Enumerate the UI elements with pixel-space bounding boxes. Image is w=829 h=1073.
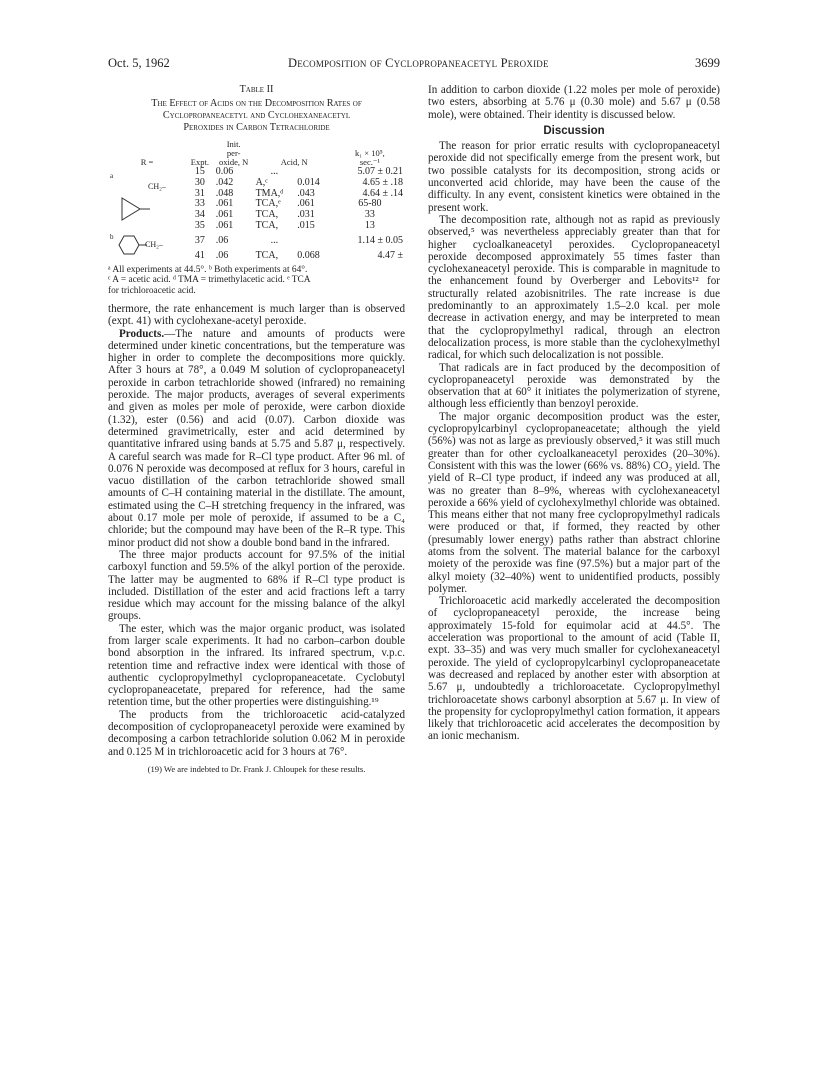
paragraph-trichloroacetic: Trichloroacetic acid markedly accelerated the decomposition of cyclopropaneacetyl peroxide, the increase being approximately 15-fold for equimolar acid at 44.5°. The acceleration was proportional to the amount of acid (Table II, expt. 33–35) and was very much smaller for cyclohexaneacetyl peroxide. The yield of cyclopropylcarbinyl cyclopropaneacetate was decreased and replaced by another ester with absorption at 5.67 μ, undoubtedly a trichloroacetate. Cyclopropylmethyl trichloroacetate shows carbonyl absorption at 5.67 μ. In view of the propensity for cyclopropylmethyl cation formation, it appears likely that trichloroacetic acid accelerates the decomposition by an ionic mechanism. xyxy=(428,595,720,743)
products-body: —The nature and amounts of products were determined under kinetic concentrations, but the temperature was higher in order to complete the decompositions more quickly. After 3 hours at 78°, a 0.049 M solution of cyclopropaneacetyl peroxide in carbon tetrachloride showed (infrared) no remaining peroxide. The major products, averages of several experiments and given as moles per mole of peroxide, were carbon dioxide (1.32), ester (0.56) and acid (0.07). Carbon dioxide was determined gravimetrically, ester and acid determined by quantitative infrared using bands at 5.75 and 5.87 μ, respectively. A careful search was made for R–Cl type product. After 96 ml. of 0.076 N peroxide was decomposed at reflux for 3 hours, careful in vacuo distillation of the carbon tetrachloride showed small amounts of C–H containing material in the distillate. The amount, estimated using the C–H stretching frequency in the infrared, was about 0.17 mole per mole of peroxide, if assumed to be a C₄ chloride; but the compound may have been of the R–R type. This minor product did not show a double bond band in the infrared. xyxy=(108,327,405,549)
cell-acid-conc: .061 xyxy=(297,198,315,210)
col-head-init-2: per- xyxy=(226,148,241,158)
cell-expt: 35 xyxy=(194,219,205,231)
cell-k: 4.64 ± .14 xyxy=(362,187,403,199)
paragraph-addition: In addition to carbon dioxide (1.22 moles per mole of peroxide) two esters, absorbing at 5.76 μ (0.30 mole) and 5.67 μ (0.58 mole), were obtained. Their identity is discussed below. xyxy=(428,84,720,121)
paragraph-products xyxy=(108,328,405,549)
cell-expt: 33 xyxy=(194,198,205,210)
structure-a-group: CH₂– xyxy=(148,182,166,191)
cell-k: 13 xyxy=(364,219,375,231)
cell-peroxide: .061 xyxy=(215,198,234,210)
discussion-heading: Discussion xyxy=(543,124,605,137)
cell-k: 33 xyxy=(364,209,375,221)
products-heading: Products. xyxy=(119,327,165,340)
paragraph-major-product: The major organic decomposition product was the ester, cyclopropylcarbinyl cyclopropaneacetate; although the yield (56%) was not as large as previously observed,⁵ it was still much greater than for other cycloalkaneacetyl peroxides (20–30%). Consistent with this was the lower (66% vs. 88%) CO₂ yield. The yield of R–Cl type product, if indeed any was produced at all, was no greater than 8–9%, whereas with cyclohexaneacetyl peroxide a 66% yield of cyclohexylmethyl chloride was obtained. This means either that not many free cyclopropylmethyl radicals were produced or that, if formed, they reacted by other (presumably lower energy) paths rather than abstract chlorine atoms from the solvent. The material balance for the carboxyl moiety of the peroxide was fine (97.5%) but a major part of the alkyl moiety (32–40%) went to unidentified products, possibly polymer. xyxy=(428,410,720,595)
table-footnote-3: for trichloroacetic acid. xyxy=(108,286,196,297)
cell-acid-conc: .015 xyxy=(297,219,315,231)
cell-acid: TMA,ᵈ xyxy=(255,187,284,199)
paragraph-radicals: That radicals are in fact produced by the decomposition of cyclopropaneacetyl peroxide was demonstrated by the observation that at 60° it initiates the polymerization of styrene, although less efficiently than benzoyl peroxide. xyxy=(428,361,720,411)
cell-k: 65-80 xyxy=(358,198,382,210)
cell-peroxide: .06 xyxy=(215,249,229,261)
cell-peroxide: 0.06 xyxy=(215,166,234,177)
paragraph-rate: The decomposition rate, although not as rapid as previously observed,⁵ was nevertheless appreciably greater than that for higher cycloalkaneacetyl peroxides. Cyclopropaneacetyl peroxide decomposed approximately 55 times faster than cyclohexaneacetyl peroxide. This is comparable in magnitude to the enhancement found by Overberger and Lebovits¹² for structurally related azobisnitriles. The rate increase is due predominantly to an approximately 1.5–2.0 kcal. per mole decrease in activation energy, and may be interpreted to mean that the cyclopropylmethyl radical, through an electron delocalization process, is more stable than the cyclohexylmethyl radical, for which such delocalization is not possible. xyxy=(428,213,720,362)
cell-acid: TCA, xyxy=(255,249,279,261)
cell-k: 4.65 ± .18 xyxy=(362,176,403,188)
cell-acid: ... xyxy=(270,234,279,246)
page-number: 3699 xyxy=(695,56,720,70)
footnote-19: (19) We are indebted to Dr. Frank J. Chloupek for these results. xyxy=(147,763,366,774)
cell-k: 4.47 ± xyxy=(377,249,403,261)
cell-acid: TCA, xyxy=(255,219,279,231)
col-head-init: Init. xyxy=(226,139,241,149)
cell-peroxide: .06 xyxy=(215,234,229,246)
cell-acid-conc: 0.014 xyxy=(297,176,320,188)
table-row xyxy=(108,232,405,247)
cell-expt: 15 xyxy=(194,166,205,177)
col-head-k: k₁ × 10⁵, xyxy=(354,148,385,158)
table-footnote-1: ᵃ All experiments at 44.5°. ᵇ Both experiments at 64°. xyxy=(108,264,308,275)
col-head-r: R = xyxy=(140,157,154,167)
cell-acid: ... xyxy=(270,166,279,177)
cell-peroxide: .042 xyxy=(215,176,234,188)
cell-expt: 30 xyxy=(194,176,205,188)
col-head-acid: Acid, N xyxy=(280,157,308,167)
issue-date: Oct. 5, 1962 xyxy=(108,56,170,70)
cell-expt: 37 xyxy=(194,234,205,246)
structure-a-label: a xyxy=(110,172,114,180)
cyclopropane-ring-icon xyxy=(110,188,184,228)
cell-acid: TCA, xyxy=(255,209,279,221)
left-column xyxy=(108,84,405,775)
paragraph-ester: The ester, which was the major organic product, was isolated from larger scale experiments. It had no carbon–carbon double bond absorption in the infrared. Its infrared spectrum, v.p.c. retention time and refractive index were identical with those of authentic cyclopropylmethyl cyclopropaneacetate. Cyclobutyl cyclopropaneacetate, prepared for reference, had the same retention time, but the other properties were distinguishing.¹⁹ xyxy=(108,622,405,709)
table-number: Table II xyxy=(239,84,274,95)
cell-peroxide: .061 xyxy=(215,209,234,221)
cell-acid-conc: 0.068 xyxy=(297,249,320,261)
cell-acid: A,ᶜ xyxy=(255,176,268,188)
cell-expt: 34 xyxy=(194,209,205,221)
cell-k: 1.14 ± 0.05 xyxy=(357,234,403,246)
cell-peroxide: .048 xyxy=(215,187,234,199)
cyclopropylmethyl-structure xyxy=(108,167,186,232)
right-column xyxy=(428,84,720,743)
cell-k: 5.07 ± 0.21 xyxy=(357,166,403,177)
paragraph-three-products: The three major products account for 97.5% of the initial carboxyl function and 59.5% of the alkyl portion of the peroxide. The latter may be augmented to 68% if R–Cl type product is included. Distillation of the ester and acid fractions left a tarry residue which may account for the missing balance of the alkyl groups. xyxy=(108,548,405,623)
cell-acid: TCA,ᵉ xyxy=(255,198,281,210)
paragraph-products-tca: The products from the trichloroacetic acid-catalyzed decomposition of cyclopropaneacetyl peroxide were examined by decomposing a carbon tetrachloride solution 0.062 M in peroxide and 0.125 M in trichloroacetic acid for 3 hours at 76°. xyxy=(108,708,405,758)
cell-acid-conc xyxy=(295,232,335,247)
cell-peroxide: .061 xyxy=(215,219,234,231)
page-header xyxy=(108,56,720,72)
col-head-k-unit: sec.⁻¹ xyxy=(359,157,380,167)
table-ii xyxy=(108,140,405,262)
table-caption-line-1: The Effect of Acids on the Decomposition Rates of xyxy=(151,98,362,109)
paragraph-reason: The reason for prior erratic results with cyclopropaneacetyl peroxide did not specifically emerge from the present work, but two possible catalysts for its decomposition, strong acids or unconverted acid chloride, may have been the cause of the difficulty. In any event, consistent kinetics were obtained in the present work. xyxy=(428,140,720,214)
table-footnotes xyxy=(108,265,405,297)
cell-acid-conc: .031 xyxy=(297,209,315,221)
running-title: Decomposition of Cyclopropaneacetyl Peroxide xyxy=(288,56,549,70)
structure-b-label: b xyxy=(110,232,114,241)
col-head-expt: Expt. xyxy=(190,157,209,167)
paragraph-thermore: thermore, the rate enhancement is much larger than is observed (expt. 41) with cyclohexane-acetyl peroxide. xyxy=(108,302,405,328)
table-footnote-2: ᶜ A = acetic acid. ᵈ TMA = trimethylacetic acid. ᵉ TCA xyxy=(108,275,311,286)
col-head-init-3: oxide, N xyxy=(219,157,249,167)
cell-expt: 41 xyxy=(194,249,205,261)
table-caption-line-3: Peroxides in Carbon Tetrachloride xyxy=(183,122,330,133)
cell-acid-conc: .043 xyxy=(297,187,315,199)
cyclohexylmethyl-structure xyxy=(108,232,186,262)
cell-expt: 31 xyxy=(194,187,205,199)
table-caption-line-2: Cyclopropaneacetyl and Cyclohexaneacetyl xyxy=(162,110,351,121)
structure-b-group: CH₂– xyxy=(145,239,163,249)
